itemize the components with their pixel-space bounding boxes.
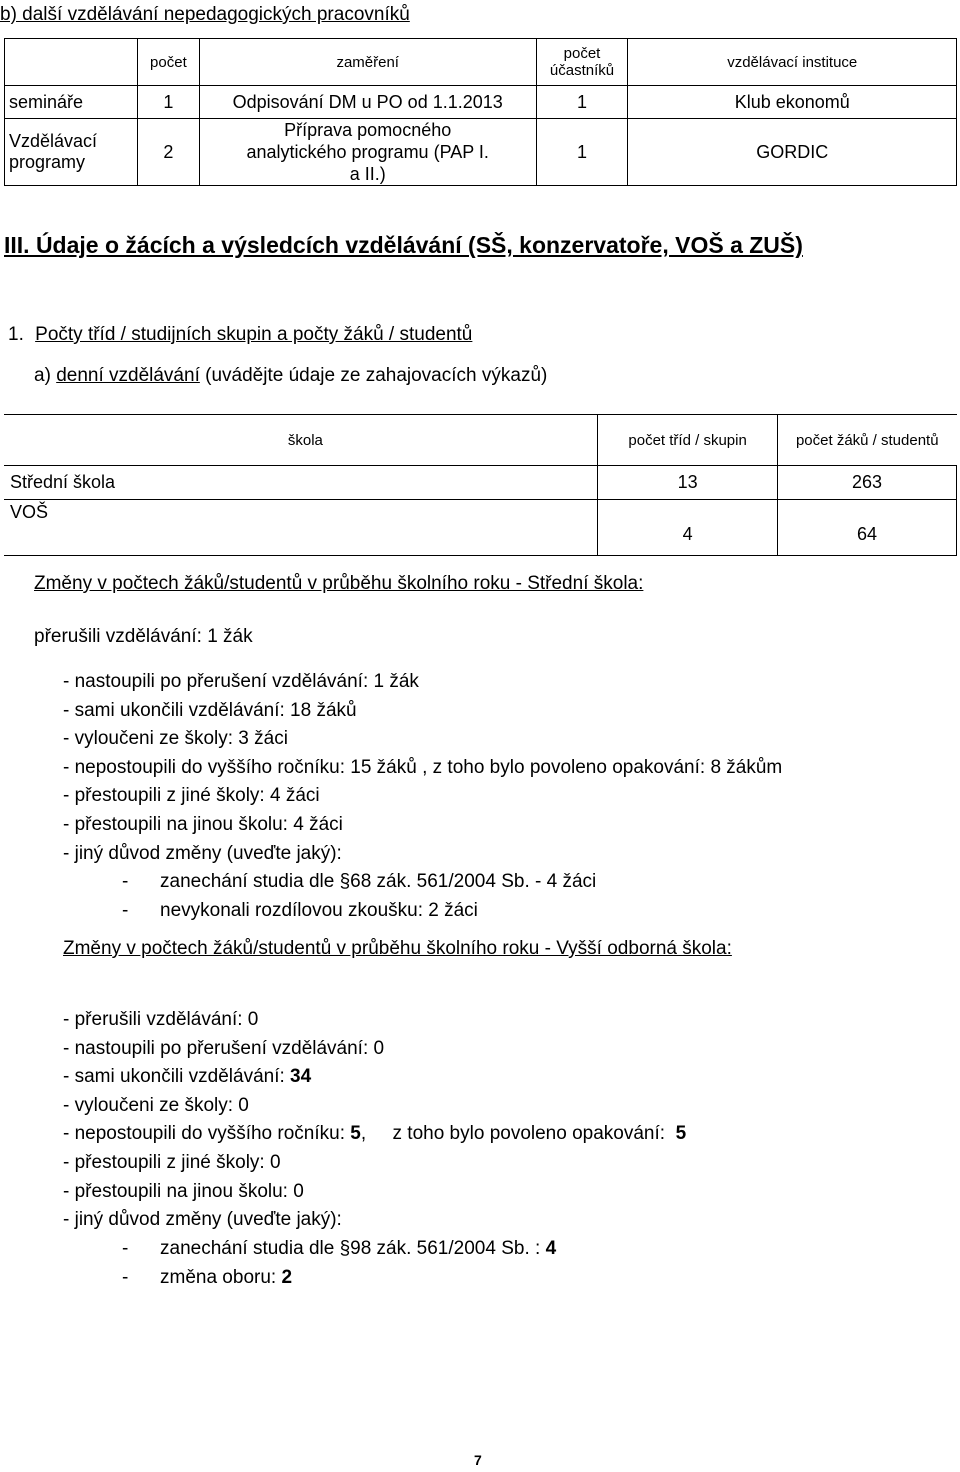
- row-type: Vzdělávací programy: [5, 119, 138, 186]
- table-row: [4, 500, 957, 556]
- heading-b: b) další vzdělávání nepedagogických pracovníků: [0, 4, 410, 25]
- list-item: - přestoupili na jinou školu: 0: [63, 1180, 304, 1202]
- header-empty: [5, 39, 138, 86]
- item-text: - sami ukončili vzdělávání:: [63, 1066, 291, 1088]
- list-item: - nepostoupili do vyššího ročníku: 15 žáků , z toho bylo povoleno opakování: 8 žákům: [63, 756, 783, 778]
- row-classes: 13: [598, 466, 778, 500]
- item-text: , z toho bylo povoleno opakování:: [360, 1123, 676, 1145]
- sub-item-text: změna oboru:: [160, 1266, 282, 1288]
- list-item: - nastoupili po přerušení vzdělávání: 1 žák: [63, 671, 419, 692]
- list-item: - přestoupili na jinou školu: 4 žáci: [63, 813, 343, 835]
- row-students: 263: [778, 466, 957, 500]
- list-item: - jiný důvod změny (uveďte jaký):: [63, 1209, 342, 1231]
- section-title: [4, 232, 803, 259]
- list-item: - zanechání studia dle §68 zák. 561/2004 Sb. - 4 žáci: [122, 871, 597, 892]
- subsection-text: Počty tříd / studijních skupin a počty žáků / studentů: [35, 324, 473, 345]
- row-institution: GORDIC: [628, 119, 957, 186]
- list-item: - přestoupili z jiné školy: 4 žáci: [63, 785, 320, 807]
- item-value: 34: [290, 1066, 312, 1088]
- sub-item-text: nevykonali rozdílovou zkoušku: 2 žáci: [160, 899, 478, 921]
- students-table-header: [4, 415, 957, 466]
- row-type: semináře: [5, 86, 138, 119]
- ss-interrupted: přerušili vzdělávání: 1 žák: [34, 626, 253, 647]
- list-item: - jiný důvod změny (uveďte jaký):: [63, 842, 342, 864]
- sub-item-text: zanechání studia dle §68 zák. 561/2004 Sb. - 4 žáci: [160, 871, 597, 892]
- row-school: VOŠ: [4, 500, 598, 556]
- item-value: 5: [675, 1123, 687, 1145]
- sub-item-value: 4: [545, 1238, 557, 1259]
- list-item: [63, 1006, 686, 1035]
- table-row: [4, 466, 957, 500]
- row-classes: 4: [598, 500, 778, 556]
- section-title-text: III. Údaje o žácích a výsledcích vzdělávání (SŠ, konzervatoře, VOŠ a ZUŠ): [4, 232, 803, 258]
- training-table-header: [5, 39, 957, 86]
- list-item: - zanechání studia dle §98 zák. 561/2004 Sb. : 4: [122, 1238, 557, 1259]
- list-item: - nevykonali rozdílovou zkoušku: 2 žáci: [122, 899, 478, 921]
- training-table: [4, 38, 957, 186]
- header-school: škola: [200, 415, 598, 466]
- row-participants: 1: [536, 86, 628, 119]
- header-students: počet žáků / studentů: [778, 415, 957, 466]
- sub-item-text: zanechání studia dle §98 zák. 561/2004 Sb. :: [160, 1238, 546, 1259]
- list-item: [63, 1092, 686, 1121]
- row-participants: 1: [536, 119, 628, 186]
- list-item: - sami ukončili vzdělávání: 18 žáků: [63, 699, 357, 721]
- header-institution: vzdělávací instituce: [628, 39, 957, 86]
- header-count: počet: [137, 39, 199, 86]
- item-text: - přerušili vzdělávání: 0: [63, 1009, 259, 1030]
- students-table: [4, 414, 957, 556]
- row-count: 2: [137, 119, 199, 186]
- row-institution: Klub ekonomů: [628, 86, 957, 119]
- header-participants: počet účastníků: [536, 39, 628, 86]
- row-students: 64: [778, 500, 957, 556]
- ss-changes-title: Změny v počtech žáků/studentů v průběhu školního roku - Střední škola:: [34, 573, 644, 594]
- sub-item-value: 2: [281, 1266, 293, 1288]
- list-item: [63, 1120, 686, 1149]
- table-row: [5, 119, 957, 186]
- list-item: [63, 1035, 686, 1064]
- row-count: 1: [137, 86, 199, 119]
- list-item: - změna oboru: 2: [122, 1266, 293, 1288]
- subsection-heading: [8, 324, 472, 346]
- subsection-a-prefix: a): [34, 365, 51, 386]
- ss-changes-list: [63, 668, 782, 868]
- header-classes: počet tříd / skupin: [598, 415, 778, 466]
- row-focus: Příprava pomocného analytického programu (PAP I. a II.): [199, 119, 536, 186]
- header-empty: [4, 415, 200, 466]
- item-text: - nepostoupili do vyššího ročníku:: [63, 1123, 351, 1145]
- vos-changes-sublist: [122, 1235, 556, 1292]
- list-item: - vyloučeni ze školy: 3 žáci: [63, 728, 288, 750]
- list-item: - přestoupili z jiné školy: 0: [63, 1151, 281, 1173]
- row-school: Střední škola: [4, 466, 598, 500]
- subsection-a-underlined: denní vzdělávání: [56, 365, 200, 386]
- item-value: 5: [350, 1123, 361, 1145]
- vos-changes-title: Změny v počtech žáků/studentů v průběhu školního roku - Vyšší odborná škola:: [63, 938, 732, 959]
- subsection-a-rest: (uvádějte údaje ze zahajovacích výkazů): [205, 365, 548, 386]
- page-number: 7: [474, 1452, 482, 1468]
- item-text: - vyloučeni ze školy: 0: [63, 1094, 249, 1116]
- list-item: [63, 1063, 686, 1092]
- subsection-a: [34, 365, 547, 387]
- table-row: [5, 86, 957, 119]
- vos-changes-list: [63, 1006, 686, 1235]
- header-focus: zaměření: [199, 39, 536, 86]
- subsection-number: 1.: [8, 324, 24, 345]
- ss-changes-sublist: [122, 868, 596, 925]
- item-text: - nastoupili po přerušení vzdělávání: 0: [63, 1037, 385, 1059]
- row-focus: Odpisování DM u PO od 1.1.2013: [199, 86, 536, 119]
